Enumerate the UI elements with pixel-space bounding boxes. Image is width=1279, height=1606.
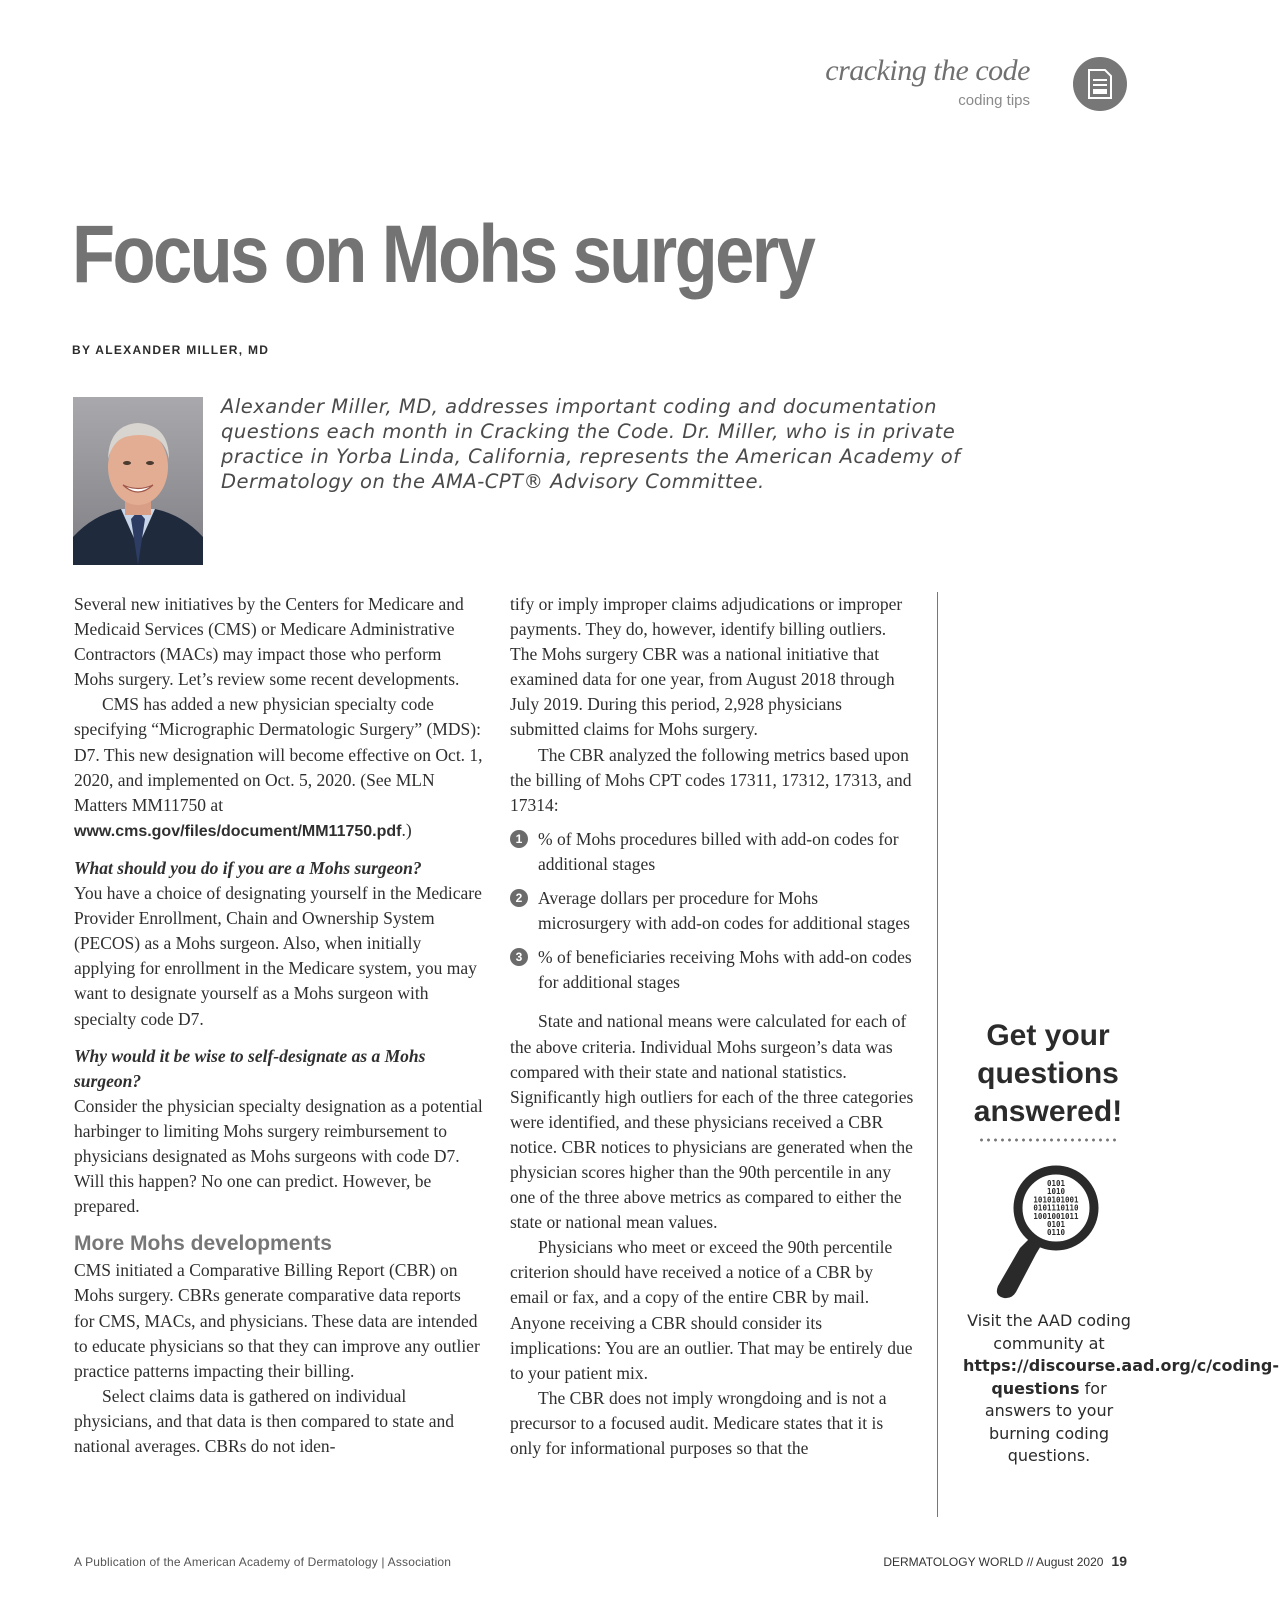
magnifier-icon [990, 1160, 1110, 1310]
document-icon [1073, 57, 1127, 111]
section-heading: More Mohs developments [74, 1232, 332, 1256]
footer-publication: A Publication of the American Academy of Dermatology | Association [74, 1555, 452, 1569]
byline: BY ALEXANDER MILLER, MD [72, 343, 270, 357]
list-item-text: % of beneficiaries receiving Mohs with add-on codes for additional stages [538, 947, 912, 993]
paragraph: CMS initiated a Comparative Billing Report (CBR) on Mohs surgery. CBRs generate comparative data reports for CMS, MACs, and physicians. These data are intended to educate physicians so that they can improve any outlier practice patterns impacting their billing. [74, 1260, 480, 1381]
question-heading: Why would it be wise to self-designate as a Mohs surgeon? [74, 1045, 426, 1091]
number-badge: 2 [510, 889, 528, 907]
list-item [510, 886, 915, 936]
paragraph: State and national means were calculated for each of the above criteria. Individual Mohs surgeon’s data was compared with their state and national statistics. Significantly high outliers for each of the three categories were identified, and these physicians received a CBR notice. CBR notices to physicians are generated when the physician scores higher than the 90th percentile in any one of the three above metrics as compared to either the state or national mean values. [510, 1011, 914, 1233]
footer-issue-text: DERMATOLOGY WORLD // August 2020 [883, 1555, 1104, 1569]
paragraph: tify or imply improper claims adjudications or improper payments. They do, however, identify billing outliers. The Mohs surgery CBR was a national initiative that examined data for one year, from August 2018 through July 2019. During this period, 2,928 physicians submitted claims for Mohs surgery. [510, 594, 903, 740]
sidebar-text-before: Visit the AAD coding community at [967, 1311, 1131, 1353]
paragraph [74, 692, 484, 844]
paragraph: Several new initiatives by the Centers for Medicare and Medicaid Services (CMS) or Medicare Administrative Contractors (MACs) may impact those who perform Mohs surgery. Let’s review some recent developments. [74, 594, 464, 690]
sidebar-heading: Get your questions answered! [973, 1019, 1123, 1128]
coding-community-link[interactable]: https://discourse.aad.org/c/coding-questions [963, 1356, 1279, 1398]
author-intro: Alexander Miller, MD, addresses important coding and documentation questions each month in Cracking the Code. Dr. Miller, who is in private practice in Yorba Linda, California, represents the American Academy of Dermatology on the AMA-CPT® Advisory Committee. [221, 395, 961, 493]
binary-line: 0101 [1046, 1179, 1066, 1188]
section-title: cracking the code [825, 54, 1030, 87]
list-item-text: Average dollars per procedure for Mohs microsurgery with add-on codes for additional stages [538, 888, 910, 934]
page-number: 19 [1111, 1553, 1127, 1569]
binary-line: 0101110110 [1033, 1203, 1079, 1213]
column-divider [937, 592, 938, 1517]
article-title: Focus on Mohs surgery [72, 209, 814, 300]
number-badge: 3 [510, 948, 528, 966]
binary-line: 1001001011 [1033, 1211, 1079, 1221]
list-item [510, 827, 915, 877]
paragraph: You have a choice of designating yourself in the Medicare Provider Enrollment, Chain and Ownership System (PECOS) as a Mohs surgeon. Also, when initially applying for enrollment in the Medicare system, you may want to designate yourself as a Mohs surgeon with specialty code D7. [74, 883, 482, 1029]
list-item-text: % of Mohs procedures billed with add-on codes for additional stages [538, 828, 899, 874]
cms-link[interactable]: www.cms.gov/files/document/MM11750.pdf [74, 822, 402, 840]
paragraph: Select claims data is gathered on individual physicians, and that data is then compared to state and national averages. CBRs do not iden- [74, 1385, 455, 1456]
binary-line: 0101 [1046, 1220, 1066, 1229]
footer-issue [883, 1553, 1127, 1569]
paragraph: Physicians who meet or exceed the 90th percentile criterion should have received a notice of a CBR by email or fax, and a copy of the entire CBR by mail. Anyone receiving a CBR should consider its implications: You are an outlier. That may be entirely due to your patient mix. [510, 1237, 913, 1383]
binary-line: 1010 [1046, 1187, 1066, 1197]
question-heading: What should you do if you are a Mohs surgeon? [74, 857, 422, 878]
paragraph: The CBR analyzed the following metrics based upon the billing of Mohs CPT codes 17311, 17312, 17313, and 17314: [510, 744, 912, 815]
binary-line: 0110 [1046, 1228, 1066, 1238]
paragraph-end: .) [401, 819, 412, 840]
sidebar-text-after: for answers to your burning coding questions. [984, 1378, 1114, 1465]
section-subtitle: coding tips [958, 92, 1030, 109]
sidebar-text [963, 1310, 1279, 1468]
body-column-1 [74, 592, 484, 1459]
paragraph: The CBR does not imply wrongdoing and is not a precursor to a focused audit. Medicare states that it is only for informational purposes so that the [510, 1387, 887, 1458]
list-item [510, 945, 915, 995]
paragraph-text: CMS has added a new physician specialty code specifying “Micrographic Dermatologic Surgery” (MDS): D7. This new designation will become effective on Oct. 1, 2020, and implemented on Oct. 5, 2020. (See MLN Matters MM11750 at [74, 694, 483, 815]
paragraph: Consider the physician specialty designation as a potential harbinger to limiting Mohs surgery reimbursement to physicians designated as Mohs surgeons with code D7. Will this happen? No one can predict. However, be prepared. [74, 1095, 483, 1217]
number-badge: 1 [510, 830, 528, 848]
author-photo [73, 397, 203, 565]
body-column-2 [510, 592, 915, 1461]
binary-line: 1010101001 [1033, 1195, 1079, 1205]
dotted-divider [978, 1138, 1118, 1142]
